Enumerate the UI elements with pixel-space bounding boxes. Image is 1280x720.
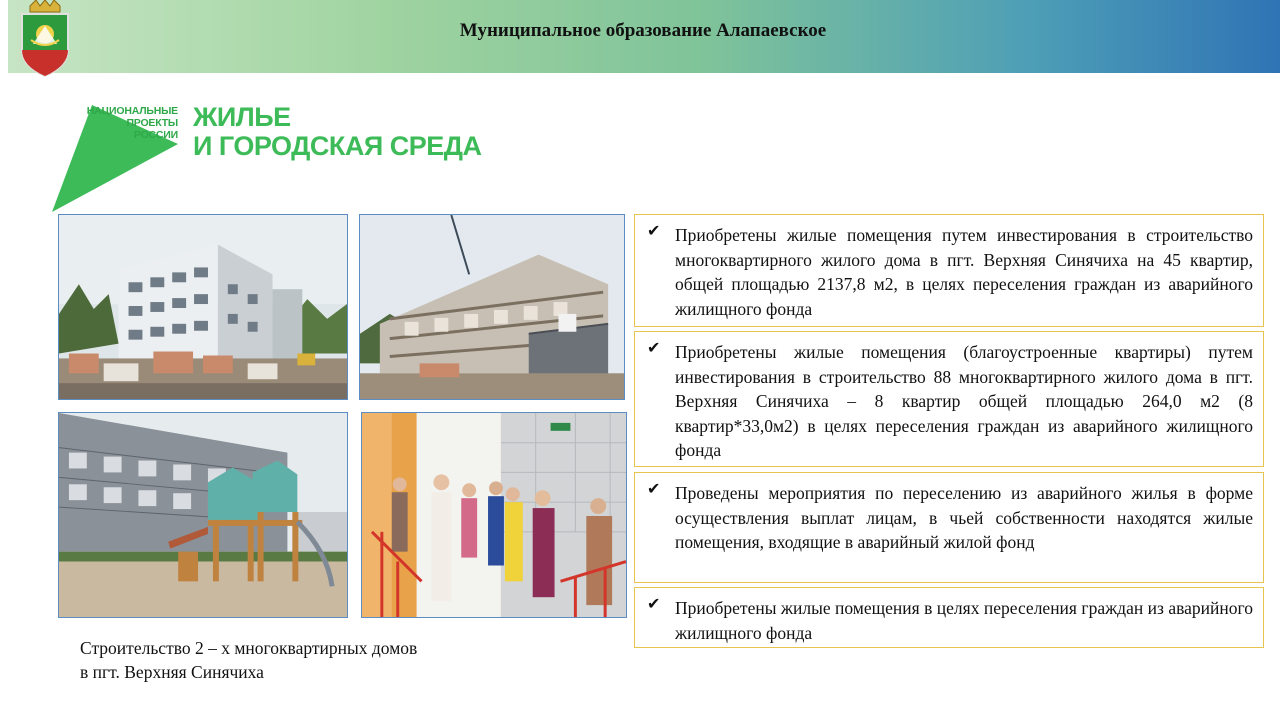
photos-caption bbox=[80, 636, 417, 684]
coat-of-arms-icon bbox=[18, 0, 72, 78]
logo-big-line-1: ЖИЛЬЕ bbox=[193, 102, 291, 132]
caption-line-1: Строительство 2 – х многоквартирных домов bbox=[80, 638, 418, 658]
logo-small-line-3: РОССИИ bbox=[133, 129, 178, 141]
photo-residents-group bbox=[361, 412, 627, 618]
logo-small-line-2: ПРОЕКТЫ bbox=[126, 117, 178, 129]
caption-line-2: в пгт. Верхняя Синячиха bbox=[80, 662, 264, 682]
page-title: Муниципальное образование Алапаевское bbox=[459, 20, 827, 41]
check-icon: ✔ bbox=[647, 479, 661, 498]
photo-building-construction-2 bbox=[359, 214, 625, 400]
info-box-1 bbox=[634, 214, 1264, 327]
header-bar bbox=[8, 0, 1280, 73]
photo-playground bbox=[58, 412, 348, 618]
logo-big-text bbox=[193, 103, 482, 161]
logo-big-line-2: И ГОРОДСКАЯ СРЕДА bbox=[193, 131, 482, 161]
info-text-4: Приобретены жилые помещения в целях переселения граждан из аварийного жилищного фонда bbox=[675, 598, 1253, 643]
photo-building-construction-1 bbox=[58, 214, 348, 400]
info-text-2: Приобретены жилые помещения (благоустроенные квартиры) путем инвестирования в строительство 88 многоквартирного жилого дома в пгт. Верхняя Синячиха – 8 квартир общей площадью 264,0 м2 (8 квартир*33,0м2) в целях переселения граждан из аварийного жилищного фонда bbox=[675, 342, 1253, 460]
logo-small-text bbox=[87, 105, 178, 141]
info-box-2 bbox=[634, 331, 1264, 467]
info-box-3 bbox=[634, 472, 1264, 583]
info-text-1: Приобретены жилые помещения путем инвестирования в строительство многоквартирного жилого дома в пгт. Верхняя Синячиха на 45 квартир, общей площадью 2137,8 м2, в целях переселения граждан из аварийного жилищного фонда bbox=[675, 225, 1253, 319]
check-icon: ✔ bbox=[647, 338, 661, 357]
info-box-4 bbox=[634, 587, 1264, 648]
check-icon: ✔ bbox=[647, 221, 661, 240]
check-icon: ✔ bbox=[647, 594, 661, 613]
logo-small-line-1: НАЦИОНАЛЬНЫЕ bbox=[86, 105, 178, 117]
info-text-3: Проведены мероприятия по переселению из аварийного жилья в форме осуществления выплат лицам, в чьей собственности находятся жилые помещения, входящие в аварийный жилой фонд bbox=[675, 483, 1253, 552]
